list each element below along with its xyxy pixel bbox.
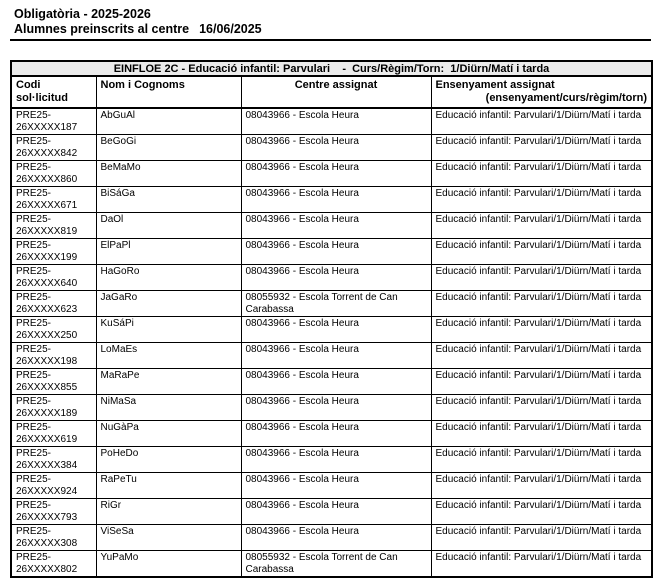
cell-centre-assignat [241,291,431,317]
cell-centre-assignat [241,317,431,343]
col-header-codi-sollicitud [11,76,96,108]
cell-ensenyament-assignat [431,551,652,578]
cell-ensenyament-assignat [431,291,652,317]
ensenyament-text: Educació infantil: Parvulari/1/Diürn/Matí i tarda [435,292,642,303]
table-row [11,213,652,239]
codi-prefix: PRE25- [16,370,52,381]
codi-number: 26XXXXX640 [16,277,78,289]
cell-nom-cognoms [96,473,241,499]
cell-nom-cognoms [96,447,241,473]
cell-centre-assignat [241,395,431,421]
nom-text: MaRaPe [100,370,140,381]
table-row [11,317,652,343]
cell-ensenyament-assignat [431,213,652,239]
cell-nom-cognoms [96,187,241,213]
codi-prefix: PRE25- [16,188,52,199]
cell-nom-cognoms [96,395,241,421]
table-band-row [11,61,652,76]
cell-codi-sollicitud [11,395,96,421]
nom-text: RaPeTu [100,474,137,485]
cell-codi-sollicitud [11,291,96,317]
cell-nom-cognoms [96,161,241,187]
cell-ensenyament-assignat [431,317,652,343]
cell-ensenyament-assignat [431,421,652,447]
centre-text: 08055932 - Escola Torrent de Can Carabassa [245,552,398,575]
cell-centre-assignat [241,551,431,578]
cell-codi-sollicitud [11,213,96,239]
cell-nom-cognoms [96,421,241,447]
page-subtitle [14,22,651,36]
page-title: Obligatòria - 2025-2026 [14,7,151,21]
cell-codi-sollicitud [11,343,96,369]
cell-codi-sollicitud [11,551,96,578]
cell-nom-cognoms [96,369,241,395]
centre-text: 08043966 - Escola Heura [245,162,359,173]
nom-text: LoMaEs [100,344,138,355]
ensenyament-text: Educació infantil: Parvulari/1/Diürn/Matí i tarda [435,266,642,277]
col-header-ensenyament-assignat [431,76,652,108]
cell-centre-assignat [241,135,431,161]
table-row [11,187,652,213]
codi-number: 26XXXXX671 [16,199,78,211]
centre-text: 08043966 - Escola Heura [245,110,359,121]
cell-nom-cognoms [96,343,241,369]
ensenyament-text: Educació infantil: Parvulari/1/Diürn/Matí i tarda [435,136,642,147]
codi-number: 26XXXXX842 [16,147,78,159]
nom-text: YuPaMo [100,552,139,563]
codi-prefix: PRE25- [16,344,52,355]
ensenyament-text: Educació infantil: Parvulari/1/Diürn/Matí i tarda [435,474,642,485]
table-row [11,161,652,187]
cell-nom-cognoms [96,108,241,135]
nom-text: PoHeDo [100,448,139,459]
cell-ensenyament-assignat [431,473,652,499]
codi-number: 26XXXXX855 [16,381,78,393]
codi-prefix: PRE25- [16,474,52,485]
codi-number: 26XXXXX793 [16,511,78,523]
centre-text: 08043966 - Escola Heura [245,240,359,251]
cell-codi-sollicitud [11,525,96,551]
codi-prefix: PRE25- [16,136,52,147]
codi-prefix: PRE25- [16,318,52,329]
col-header-nom-line1: Nom i Cognoms [100,79,185,91]
cell-ensenyament-assignat [431,525,652,551]
nom-text: DaOl [100,214,124,225]
nom-text: NiMaSa [100,396,137,407]
ensenyament-text: Educació infantil: Parvulari/1/Diürn/Matí i tarda [435,318,642,329]
cell-nom-cognoms [96,291,241,317]
ensenyament-text: Educació infantil: Parvulari/1/Diürn/Matí i tarda [435,240,642,251]
cell-centre-assignat [241,343,431,369]
codi-prefix: PRE25- [16,526,52,537]
nom-text: RiGr [100,500,122,511]
codi-number: 26XXXXX189 [16,407,78,419]
codi-prefix: PRE25- [16,110,52,121]
cell-codi-sollicitud [11,473,96,499]
codi-prefix: PRE25- [16,240,52,251]
cell-codi-sollicitud [11,317,96,343]
table-row [11,239,652,265]
codi-number: 26XXXXX924 [16,485,78,497]
table-row [11,265,652,291]
cell-nom-cognoms [96,551,241,578]
nom-text: BeGoGi [100,136,137,147]
codi-number: 26XXXXX819 [16,225,78,237]
cell-codi-sollicitud [11,135,96,161]
nom-text: NuGàPa [100,422,139,433]
col-header-codi-line2: sol·licitud [16,91,68,104]
nom-text: BiSáGa [100,188,135,199]
centre-text: 08043966 - Escola Heura [245,136,359,147]
ensenyament-text: Educació infantil: Parvulari/1/Diürn/Matí i tarda [435,552,642,563]
table-row [11,395,652,421]
cell-ensenyament-assignat [431,395,652,421]
table-row [11,551,652,578]
table-row [11,291,652,317]
ensenyament-text: Educació infantil: Parvulari/1/Diürn/Matí i tarda [435,110,642,121]
table-row [11,421,652,447]
cell-ensenyament-assignat [431,108,652,135]
ensenyament-text: Educació infantil: Parvulari/1/Diürn/Matí i tarda [435,500,642,511]
codi-prefix: PRE25- [16,422,52,433]
codi-number: 26XXXXX250 [16,329,78,341]
cell-nom-cognoms [96,213,241,239]
cell-centre-assignat [241,187,431,213]
cell-centre-assignat [241,161,431,187]
cell-ensenyament-assignat [431,161,652,187]
codi-number: 26XXXXX308 [16,537,78,549]
centre-text: 08043966 - Escola Heura [245,422,359,433]
codi-number: 26XXXXX802 [16,563,78,575]
cell-codi-sollicitud [11,369,96,395]
table-row [11,447,652,473]
table-column-header-row [11,76,652,108]
cell-ensenyament-assignat [431,187,652,213]
report-date: 16/06/2025 [199,22,262,36]
centre-text: 08043966 - Escola Heura [245,448,359,459]
centre-text: 08043966 - Escola Heura [245,344,359,355]
cell-nom-cognoms [96,239,241,265]
cell-codi-sollicitud [11,447,96,473]
preinscrits-table [10,60,653,578]
centre-text: 08043966 - Escola Heura [245,396,359,407]
cell-centre-assignat [241,369,431,395]
codi-prefix: PRE25- [16,448,52,459]
cell-nom-cognoms [96,525,241,551]
table-row [11,343,652,369]
nom-text: HaGoRo [100,266,140,277]
cell-centre-assignat [241,525,431,551]
codi-number: 26XXXXX860 [16,173,78,185]
codi-prefix: PRE25- [16,266,52,277]
nom-text: JaGaRo [100,292,138,303]
col-header-centre-line1: Centre assignat [294,79,378,91]
ensenyament-text: Educació infantil: Parvulari/1/Diürn/Matí i tarda [435,448,642,459]
cell-centre-assignat [241,447,431,473]
cell-ensenyament-assignat [431,369,652,395]
codi-prefix: PRE25- [16,162,52,173]
cell-ensenyament-assignat [431,343,652,369]
ensenyament-text: Educació infantil: Parvulari/1/Diürn/Matí i tarda [435,214,642,225]
nom-text: ViSeSa [100,526,134,537]
codi-prefix: PRE25- [16,292,52,303]
table-row [11,473,652,499]
ensenyament-text: Educació infantil: Parvulari/1/Diürn/Matí i tarda [435,422,642,433]
centre-text: 08055932 - Escola Torrent de Can Carabassa [245,292,398,315]
codi-number: 26XXXXX187 [16,121,78,133]
cell-centre-assignat [241,473,431,499]
centre-text: 08043966 - Escola Heura [245,318,359,329]
cell-centre-assignat [241,213,431,239]
nom-text: ElPaPl [100,240,131,251]
cell-nom-cognoms [96,499,241,525]
codi-prefix: PRE25- [16,396,52,407]
cell-ensenyament-assignat [431,239,652,265]
cell-codi-sollicitud [11,239,96,265]
table-band-header: EINFLOE 2C - Educació infantil: Parvulari - Curs/Règim/Torn: 1/Diürn/Matí i tarda [11,61,652,76]
centre-text: 08043966 - Escola Heura [245,214,359,225]
nom-text: BeMaMo [100,162,141,173]
centre-text: 08043966 - Escola Heura [245,500,359,511]
ensenyament-text: Educació infantil: Parvulari/1/Diürn/Matí i tarda [435,162,642,173]
col-header-nom-cognoms [96,76,241,108]
cell-ensenyament-assignat [431,265,652,291]
centre-text: 08043966 - Escola Heura [245,474,359,485]
cell-codi-sollicitud [11,421,96,447]
centre-text: 08043966 - Escola Heura [245,526,359,537]
ensenyament-text: Educació infantil: Parvulari/1/Diürn/Matí i tarda [435,188,642,199]
col-header-ensenyament-line1: Ensenyament assignat [435,79,555,91]
ensenyament-text: Educació infantil: Parvulari/1/Diürn/Matí i tarda [435,396,642,407]
centre-text: 08043966 - Escola Heura [245,370,359,381]
cell-codi-sollicitud [11,499,96,525]
codi-prefix: PRE25- [16,552,52,563]
ensenyament-text: Educació infantil: Parvulari/1/Diürn/Matí i tarda [435,526,642,537]
table-row [11,369,652,395]
nom-text: AbGuAl [100,110,135,121]
codi-prefix: PRE25- [16,500,52,511]
codi-number: 26XXXXX384 [16,459,78,471]
title-divider [10,39,651,41]
cell-centre-assignat [241,265,431,291]
ensenyament-text: Educació infantil: Parvulari/1/Diürn/Matí i tarda [435,344,642,355]
table-row [11,499,652,525]
codi-number: 26XXXXX619 [16,433,78,445]
codi-prefix: PRE25- [16,214,52,225]
cell-nom-cognoms [96,135,241,161]
cell-codi-sollicitud [11,108,96,135]
table-row [11,108,652,135]
col-header-ensenyament-line2: (ensenyament/curs/règim/torn) [485,91,648,104]
centre-text: 08043966 - Escola Heura [245,188,359,199]
cell-centre-assignat [241,239,431,265]
cell-codi-sollicitud [11,265,96,291]
cell-nom-cognoms [96,265,241,291]
centre-text: 08043966 - Escola Heura [245,266,359,277]
cell-nom-cognoms [96,317,241,343]
codi-number: 26XXXXX199 [16,251,78,263]
codi-number: 26XXXXX623 [16,303,78,315]
page-subtitle-text: Alumnes preinscrits al centre [14,22,190,36]
cell-centre-assignat [241,108,431,135]
cell-codi-sollicitud [11,187,96,213]
ensenyament-text: Educació infantil: Parvulari/1/Diürn/Matí i tarda [435,370,642,381]
cell-ensenyament-assignat [431,135,652,161]
col-header-centre-assignat [241,76,431,108]
codi-number: 26XXXXX198 [16,355,78,367]
nom-text: KuSáPi [100,318,134,329]
cell-ensenyament-assignat [431,499,652,525]
col-header-codi-line1: Codi [16,79,41,91]
cell-centre-assignat [241,421,431,447]
table-row [11,525,652,551]
cell-codi-sollicitud [11,161,96,187]
report-titles [0,0,661,36]
cell-centre-assignat [241,499,431,525]
cell-ensenyament-assignat [431,447,652,473]
table-row [11,135,652,161]
